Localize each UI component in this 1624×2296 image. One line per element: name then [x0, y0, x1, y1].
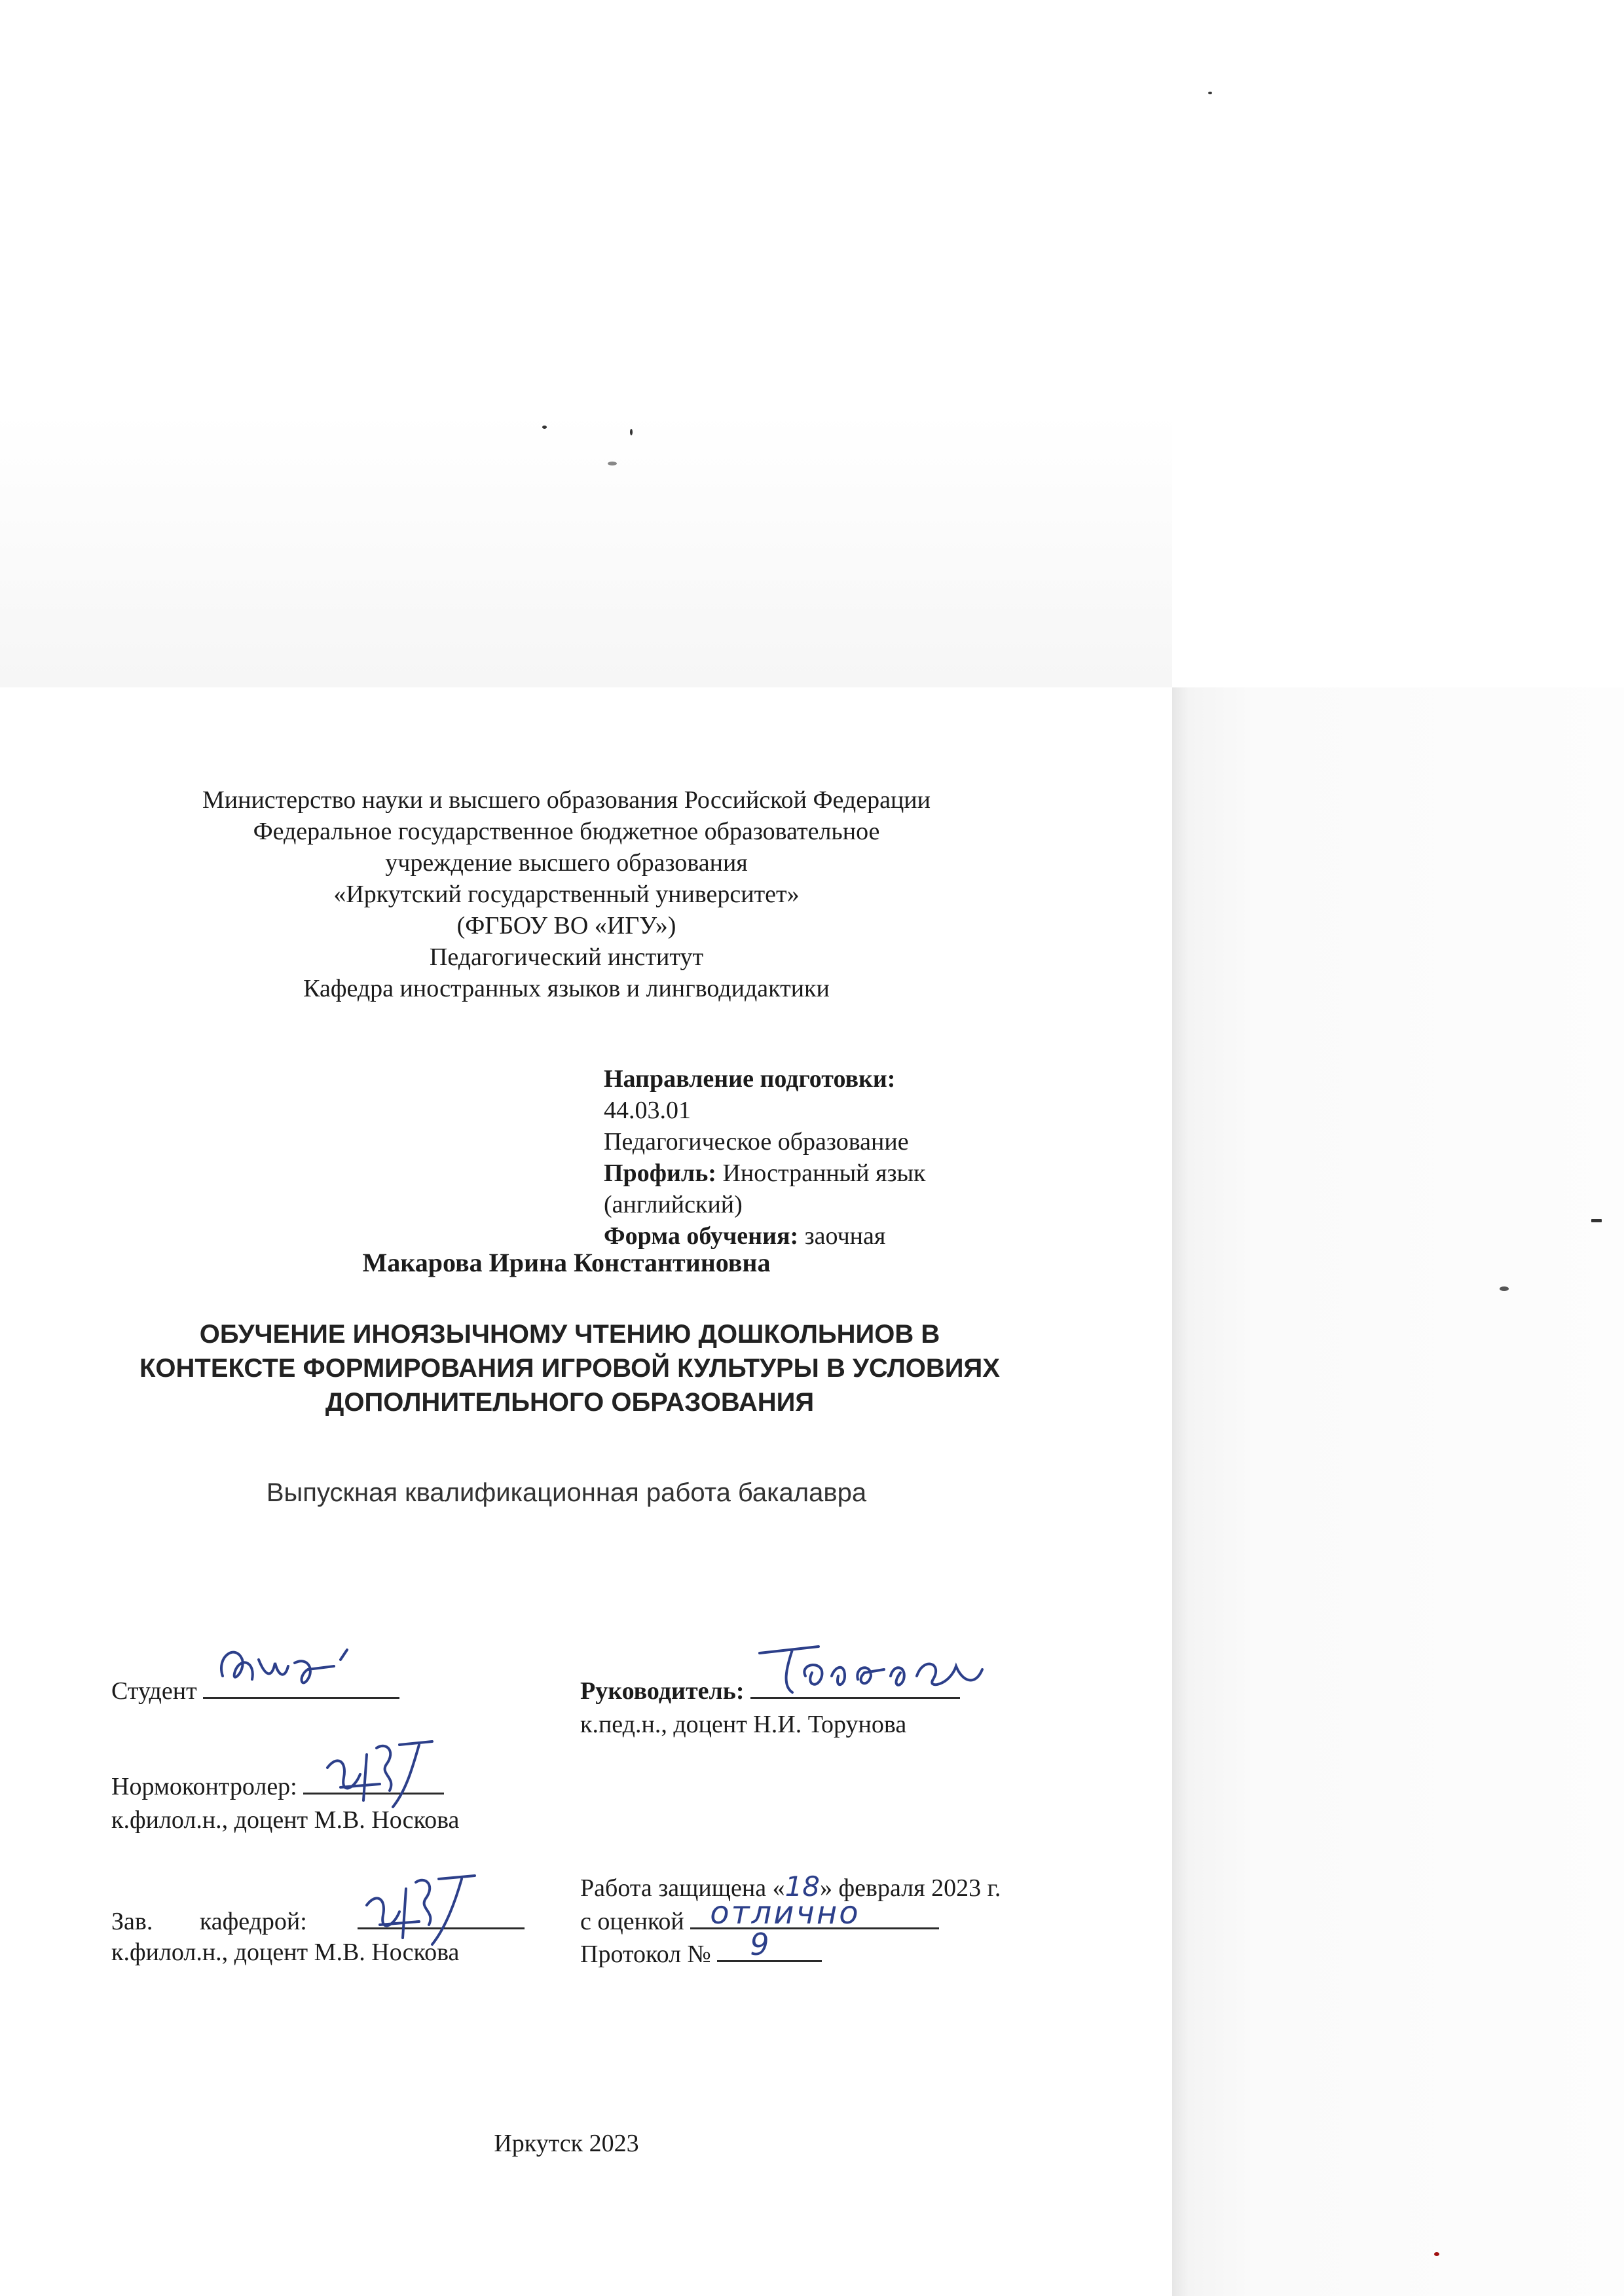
defended-prefix: Работа защищена « — [580, 1874, 785, 1902]
profile-line — [604, 1157, 970, 1189]
direction-name: Педагогическое образование — [604, 1128, 909, 1156]
header-line: Педагогический институт — [429, 943, 704, 971]
header-line: Министерство науки и высшего образования Российской Федерации — [202, 786, 931, 814]
header-line: Федеральное государственное бюджетное образовательное — [253, 818, 880, 845]
program-meta — [604, 1063, 970, 1252]
profile-value-cont: (английский) — [604, 1191, 743, 1218]
norm-signature — [314, 1728, 471, 1813]
supervisor-signature — [747, 1630, 995, 1702]
profile-label: Профиль: — [604, 1159, 716, 1187]
head-label: Зав. — [111, 1908, 153, 1935]
scan-shadow-strip — [1172, 687, 1624, 2296]
scan-speck — [1500, 1286, 1509, 1291]
protocol-value: 9 — [750, 1927, 769, 1962]
head-label-2: кафедрой: — [199, 1908, 307, 1935]
header-line: Кафедра иностранных языков и лингводидактики — [303, 975, 830, 1002]
form-label: Форма обучения: — [604, 1222, 799, 1250]
head-name: к.филол.н., доцент М.В. Носкова — [111, 1939, 460, 1966]
student-signature — [210, 1630, 380, 1702]
supervisor-label: Руководитель: — [580, 1677, 745, 1705]
norm-name: к.филол.н., доцент М.В. Носкова — [111, 1806, 460, 1834]
scan-speck — [630, 429, 633, 435]
defended-day: 18 — [784, 1870, 821, 1903]
author-name: Макарова Ирина Константиновна — [362, 1248, 771, 1277]
scan-speck — [1591, 1219, 1602, 1222]
city-year: Иркутск 2023 — [494, 2130, 639, 2157]
protocol-label: Протокол № — [580, 1941, 711, 1968]
scan-speck — [1208, 92, 1212, 94]
direction-label: Направление подготовки: — [604, 1065, 896, 1093]
direction-code: 44.03.01 — [604, 1097, 691, 1124]
student-label: Студент — [111, 1677, 197, 1705]
grade-value: отлично — [710, 1895, 860, 1931]
grade-label: с оценкой — [580, 1908, 684, 1935]
defended-suffix: » февраля 2023 г. — [820, 1874, 1001, 1902]
direction-line — [604, 1063, 970, 1126]
title-line: ОБУЧЕНИЕ ИНОЯЗЫЧНОМУ ЧТЕНИЮ ДОШКОЛЬНИОВ В — [199, 1320, 940, 1349]
institution-header — [111, 784, 1022, 1004]
header-line: (ФГБОУ ВО «ИГУ») — [456, 912, 676, 939]
grade-blank — [690, 1895, 939, 1931]
scan-speck — [608, 462, 617, 465]
scan-speck — [542, 426, 547, 429]
work-type: Выпускная квалификационная работа бакалавра — [266, 1478, 867, 1507]
protocol-blank — [717, 1927, 822, 1962]
supervisor-name: к.пед.н., доцент Н.И. Торунова — [580, 1711, 907, 1738]
scan-top-area — [0, 0, 1172, 687]
protocol-line — [580, 1927, 822, 1970]
title-line: ДОПОЛНИТЕЛЬНОГО ОБРАЗОВАНИЯ — [325, 1388, 815, 1417]
profile-value: Иностранный язык — [716, 1159, 926, 1187]
title-line: КОНТЕКСТЕ ФОРМИРОВАНИЯ ИГРОВОЙ КУЛЬТУРЫ В УСЛОВИЯХ — [139, 1354, 1000, 1383]
header-line: учреждение высшего образования — [385, 849, 748, 877]
norm-label: Нормоконтролер: — [111, 1773, 297, 1800]
form-value: заочная — [798, 1222, 886, 1250]
header-line: «Иркутский государственный университет» — [333, 881, 800, 908]
scan-speck — [1434, 2252, 1439, 2256]
thesis-title — [85, 1317, 1054, 1419]
